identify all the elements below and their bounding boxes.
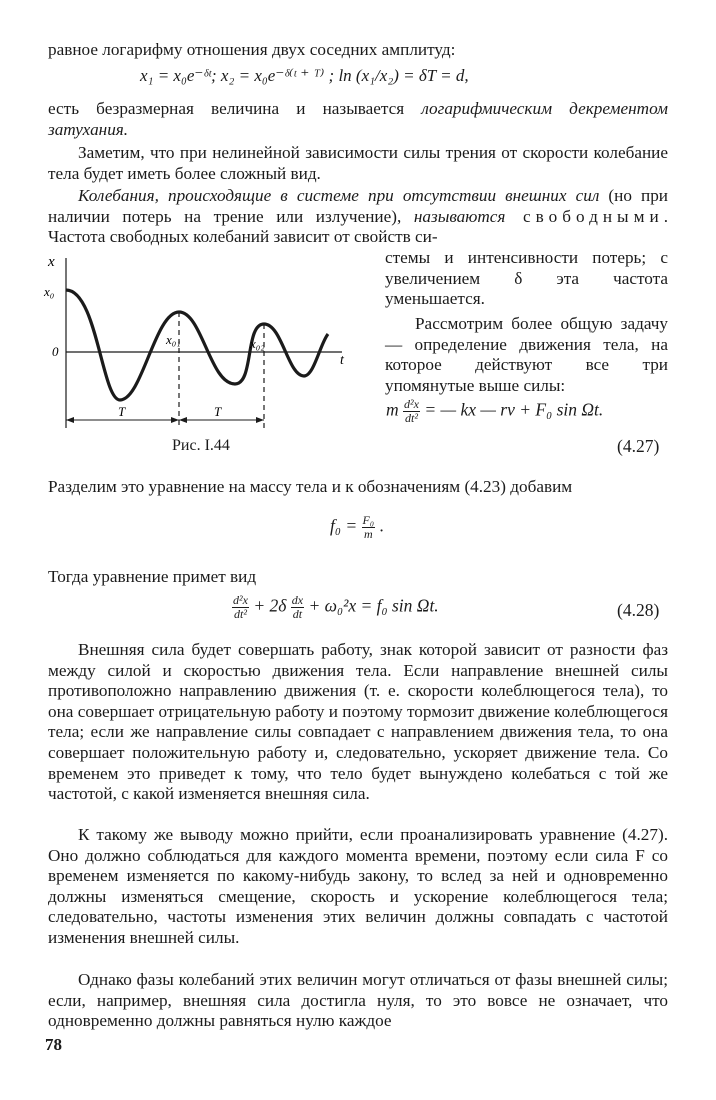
paragraph-decrement <box>48 99 668 140</box>
definition-free-oscillations: Колебания, происходящие в системе при отсутствии внешних сил <box>78 186 600 205</box>
eq-damping-term: + 2δ <box>253 595 287 616</box>
paragraph-phases: Однако фазы колебаний этих величин могут отличаться от фазы внешней силы; если, например, внешняя сила достигла нуля, то это вовсе не означает, что одновременно должны равняться нулю каждое <box>48 970 668 1031</box>
eq-den: dt² <box>405 411 418 425</box>
eq-first-derivative <box>291 594 304 621</box>
eq-right-side: = — kx — rv + F₀ sin Ωt. <box>424 399 604 420</box>
label-period-1: T <box>118 404 126 419</box>
text-span: (но при наличии потерь на трение или излучение), <box>48 186 668 226</box>
arrow-mid-right <box>179 417 187 423</box>
label-axis-x: x <box>48 254 55 270</box>
eq-num: F₀ <box>362 513 375 527</box>
paragraph-same-conclusion: К такому же выводу можно прийти, если проанализировать уравнение (4.27). Оно должно соблюдаться для каждого момента времени, поэтому если сила F со временем изменяется по какому-нибудь закону, то вслед за ней и одновременно должны изменяться смещение, скорость и ускорение колеблющегося тела; следовательно, частоты изменения этих величин должны совпадать с частотой изменения внешней силы. <box>48 825 668 947</box>
term-called: называются <box>413 206 506 226</box>
paragraph-frequency: стемы и интенсивности потерь; с увеличением δ эта частота уменьшается. <box>385 248 668 309</box>
eq-num: d²x <box>233 593 248 607</box>
equation-4-27 <box>386 398 603 425</box>
paragraph-general-problem: Рассмотрим более общую задачу — определение движения тела, на которое действуют все три упомянутые выше силы: <box>385 314 668 395</box>
label-x02: x₀₂ <box>250 336 265 351</box>
equation-4-28 <box>232 594 439 621</box>
paragraph-intro: равное логарифму отношения двух соседних амплитуд: <box>48 40 456 59</box>
figure-caption: Рис. I.44 <box>172 437 230 454</box>
eq-num: d²x <box>404 397 419 411</box>
label-x0: x₀ <box>44 284 55 299</box>
paragraph-then: Тогда уравнение примет вид <box>48 567 257 586</box>
page-number: 78 <box>45 1035 62 1054</box>
figure-damped-oscillation <box>42 252 362 432</box>
eq-num: dx <box>291 593 304 607</box>
label-period-2: T <box>214 404 222 419</box>
oscillation-curve <box>66 290 328 400</box>
term-free: свободными <box>505 206 664 226</box>
paragraph-divide: Разделим это уравнение на массу тела и к обозначениям (4.23) добавим <box>48 477 573 496</box>
equation-decrement: x₁ = x₀e⁻ᵟᵗ; x₂ = x₀e⁻ᵟ⁽ᵗ ⁺ ᵀ⁾ ; ln (x₁/x₂) = δT = d, <box>140 66 469 85</box>
equation-number-4-28: (4.28) <box>617 600 660 620</box>
eq-den: dt² <box>234 607 247 621</box>
label-zero: 0 <box>52 344 59 359</box>
eq-den: dt <box>292 607 303 621</box>
eq-second-derivative <box>403 398 420 425</box>
text-span: есть безразмерная величина и называется <box>48 99 422 118</box>
text-span: . Частота свободных колебаний зависит от свойств си- <box>48 206 668 247</box>
eq-f0-fraction <box>362 514 376 541</box>
arrow-right <box>256 417 264 423</box>
paragraph-external-force: Внешняя сила будет совершать работу, знак которой зависит от разности фаз между силой и скоростью движения тела. Если направление внешней силы противоположно направлению движения (т. е. скорости колеблющегося тела), то она совершает отрицательную работу и поэтому тормозит движение колеблющегося тела; если же направление силы совпадает с направлением движения тела, то она совершает положительную работу и, следовательно, ускоряет движение тела. Со временем это приведет к тому, что тело будет вынуждено колебаться с той же частотой, с какой изменяется внешняя сила. <box>48 640 668 804</box>
paragraph-nonlinear: Заметим, что при нелинейной зависимости силы трения от скорости колебание тела будет иметь более сложный вид. <box>48 143 668 183</box>
eq-right-side: + ω₀²x = f₀ sin Ωt. <box>308 595 439 616</box>
eq-f0-end: . <box>379 515 384 536</box>
eq-f0-left: f₀ = <box>330 515 358 536</box>
eq-mass: m <box>386 399 399 420</box>
label-t: t <box>340 353 344 368</box>
paragraph-free-oscillations <box>48 186 668 248</box>
arrow-left <box>66 417 74 423</box>
equation-f0 <box>330 514 384 541</box>
equation-number-4-27: (4.27) <box>617 436 660 456</box>
eq-second-derivative <box>232 594 249 621</box>
eq-den: m <box>363 527 373 541</box>
label-x01: x₀₁ <box>166 332 181 347</box>
arrow-mid-left <box>171 417 179 423</box>
term-log-decrement: логарифмическим декрементом затухания. <box>48 99 668 139</box>
